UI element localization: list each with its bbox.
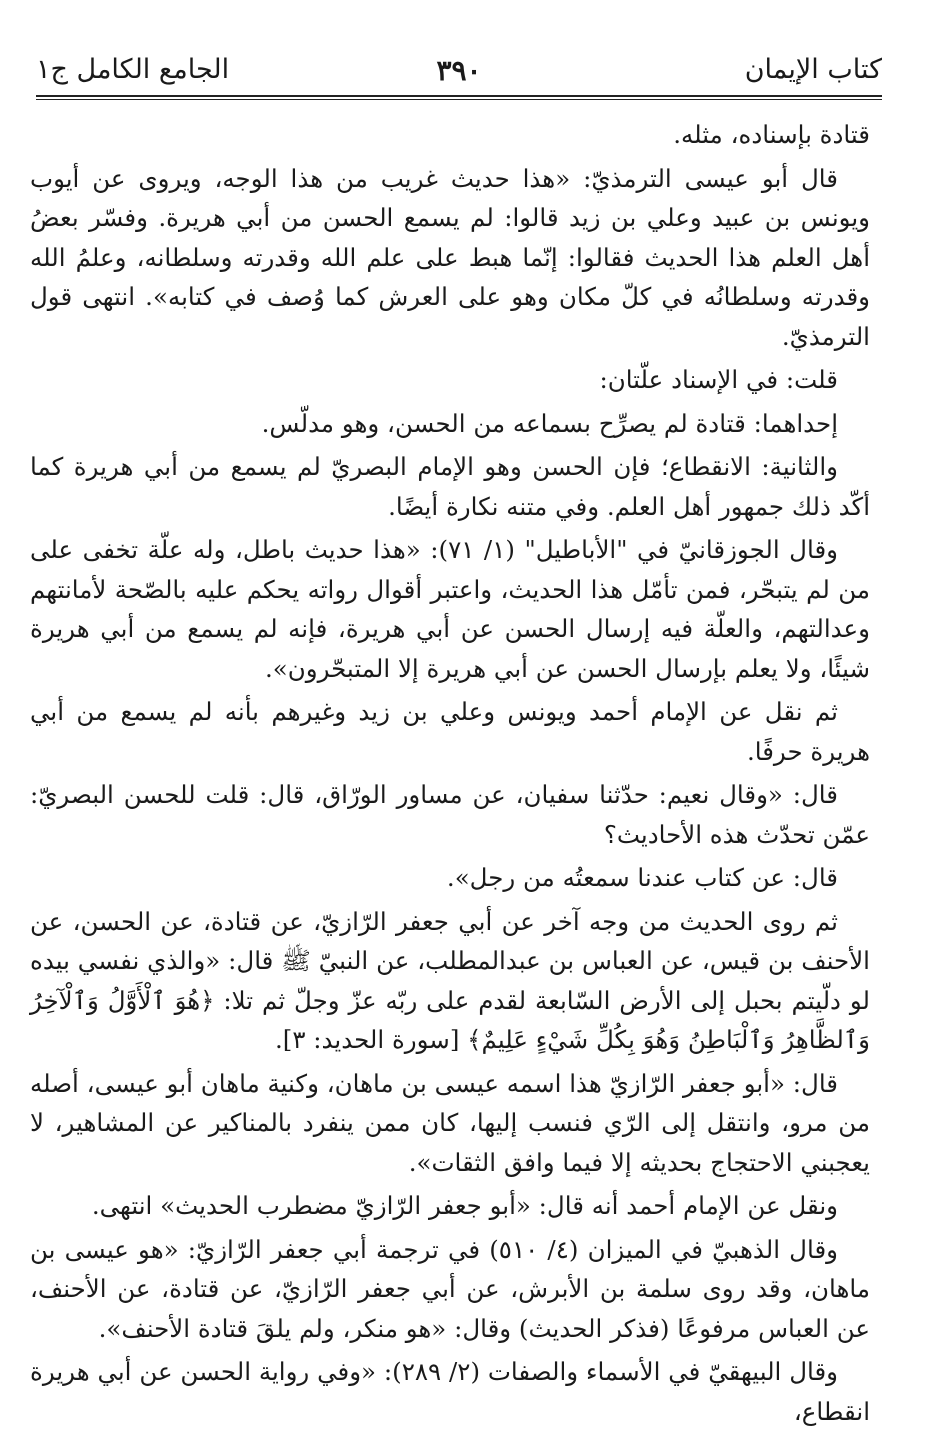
paragraph: قال أبو عيسى الترمذيّ: «هذا حديث غريب من هذا الوجه، ويروى عن أيوب ويونس بن عبيد وعلي بن زيد قالوا: لم يسمع الحسن من أبي هريرة. وفسّر بعضُ أهل العلم هذا الحديث فقالوا: إنّما هبط على علم الله وقدرته وسلطانه، وعلمُ الله وقدرته وسلطانُه في كلّ مكان وهو على العرش كما وُصف في كتابه». انتهى قول الترمذيّ. — [30, 163, 870, 351]
paragraph: وقال الجوزقانيّ في "الأباطيل" (١/ ٧١): «هذا حديث باطل، وله علّة تخفى على من لم يتبحّر، فمن تأمّل هذا الحديث، واعتبر أقوال رواته يحكم عليه بالصّحة لأمانتهم وعدالتهم، والعلّة فيه إرسال الحسن عن أبي هريرة، فإنه لم يسمع من أبي هريرة شيئًا، ولا يعلم بإرسال الحسن عن أبي هريرة إلا المتبحّرون». — [30, 535, 870, 683]
book-title: كتاب الإيمان — [744, 54, 882, 85]
paragraph: ثم روى الحديث من وجه آخر عن أبي جعفر الرّازيّ، عن قتادة، عن الحسن، عن الأحنف بن قيس، عن العباس بن عبدالمطلب، عن النبيّ ﷺ قال: «والذي نفسي بيده لو دلّيتم بحبل إلى الأرض السّابعة لقدم على ربّه عزّ وجلّ ثم تلا: ﴿هُوَ ٱلْأَوَّلُ وَٱلْآخِرُ وَٱلظَّاهِرُ وَٱلْبَاطِنُ وَهُوَ بِكُلِّ شَيْءٍ عَلِيمٌ﴾ [سورة الحديد: ٣]. — [30, 906, 870, 1054]
body-text — [30, 115, 870, 1435]
page-header — [36, 50, 882, 90]
paragraph: وقال الذهبيّ في الميزان (٤/ ٥١٠) في ترجمة أبي جعفر الرّازيّ: «هو عيسى بن ماهان، وقد روى سلمة بن الأبرش، عن أبي جعفر الرّازيّ، عن قتادة، عن الأحنف، عن العباس مرفوعًا (فذكر الحديث) وقال: «هو منكر، ولم يلقَ قتادة الأحنف». — [30, 1234, 870, 1343]
paragraph: ثم نقل عن الإمام أحمد ويونس وعلي بن زيد وغيرهم بأنه لم يسمع من أبي هريرة حرفًا. — [30, 697, 870, 766]
running-title: الجامع الكامل ج١ — [36, 54, 230, 85]
paragraph: إحداهما: قتادة لم يصرِّح بسماعه من الحسن، وهو مدلّس. — [261, 408, 838, 438]
paragraph: قال: «أبو جعفر الرّازيّ هذا اسمه عيسى بن ماهان، وكنية ماهان أبو عيسى، أصله من مرو، وانتقل إلى الرّي فنسب إليها، كان ممن ينفرد بالمناكير عن المشاهير، لا يعجبني الاحتجاج بحديثه إلا فيما وافق الثقات». — [30, 1068, 870, 1177]
paragraph: قتادة بإسناده، مثله. — [673, 120, 870, 149]
paragraph: ونقل عن الإمام أحمد أنه قال: «أبو جعفر الرّازيّ مضطرب الحديث» انتهى. — [91, 1191, 838, 1220]
paragraph: وقال البيهقيّ في الأسماء والصفات (٢/ ٢٨٩): «وفي رواية الحسن عن أبي هريرة انقطاع، — [30, 1357, 870, 1426]
paragraph: قال: «وقال نعيم: حدّثنا سفيان، عن مساور الورّاق، قال: قلت للحسن البصريّ: عمّن تحدّث هذه الأحاديث؟ — [30, 780, 870, 849]
paragraph: والثانية: الانقطاع؛ فإن الحسن وهو الإمام البصريّ لم يسمع من أبي هريرة كما أكّد ذلك جمهور أهل العلم. وفي متنه نكارة أيضًا. — [30, 452, 870, 521]
paragraph: قال: عن كتاب عندنا سمعتُه من رجل». — [446, 863, 838, 892]
paragraph: قلت: في الإسناد علّتان: — [599, 365, 838, 394]
header-rule — [36, 95, 882, 97]
page-number: ٣٩٠ — [436, 54, 482, 87]
header-rule-thin — [36, 99, 882, 100]
